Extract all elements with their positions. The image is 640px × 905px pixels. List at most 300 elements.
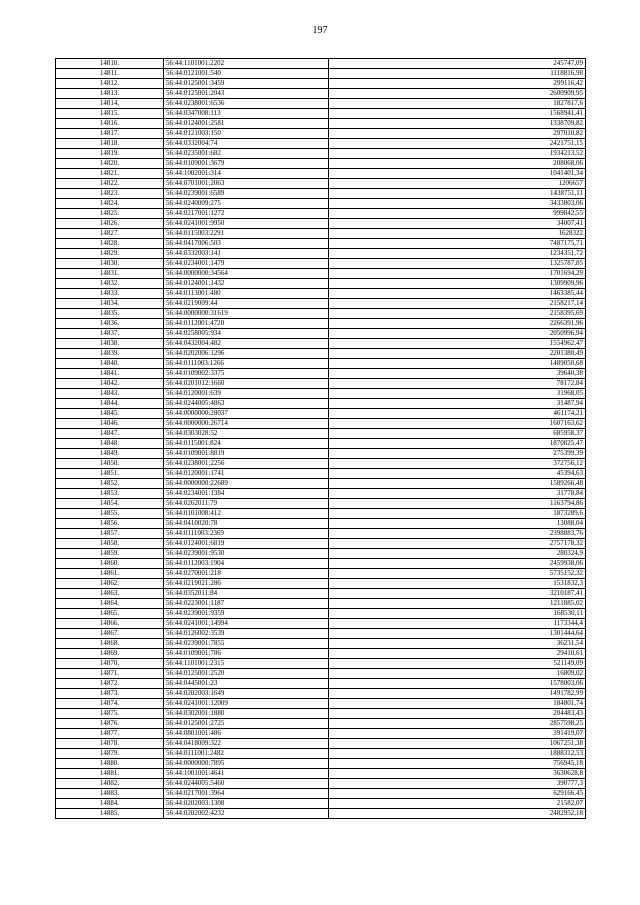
row-number-cell: 14825.	[56, 209, 164, 219]
value-cell: 1234351,72	[329, 249, 586, 259]
table-row	[56, 269, 586, 279]
row-number-cell: 14820.	[56, 159, 164, 169]
value-cell: 390777,3	[329, 779, 586, 789]
row-number-cell: 14821.	[56, 169, 164, 179]
value-cell: 999842,55	[329, 209, 586, 219]
cadastral-number-cell: 56:44:0112003:1904	[164, 559, 329, 569]
value-cell: 629166,45	[329, 789, 586, 799]
value-cell: 2757178,32	[329, 539, 586, 549]
cadastral-number-cell: 56:44:0121003:150	[164, 129, 329, 139]
row-number-cell: 14883.	[56, 789, 164, 799]
cadastral-number-cell: 56:44:0125001:2043	[164, 89, 329, 99]
cadastral-number-cell: 56:44:0239001:9359	[164, 609, 329, 619]
cadastral-number-cell: 56:44:0238001:6536	[164, 99, 329, 109]
cadastral-number-cell: 56:44:0124001:6819	[164, 539, 329, 549]
row-number-cell: 14833.	[56, 289, 164, 299]
value-cell: 1309909,96	[329, 279, 586, 289]
row-number-cell: 14861.	[56, 569, 164, 579]
table-row	[56, 259, 586, 269]
row-number-cell: 14845.	[56, 409, 164, 419]
cadastral-number-cell: 56:44:0112001:4720	[164, 319, 329, 329]
cadastral-number-cell: 56:44:1002001:314	[164, 169, 329, 179]
table-row	[56, 569, 586, 579]
cadastral-number-cell: 56:44:0217001:1272	[164, 209, 329, 219]
cadastral-number-cell: 56:44:0234001:1479	[164, 259, 329, 269]
value-cell: 21582,07	[329, 799, 586, 809]
row-number-cell: 14862.	[56, 579, 164, 589]
value-cell: 1568941,41	[329, 109, 586, 119]
value-cell: 372756,12	[329, 459, 586, 469]
table-row	[56, 209, 586, 219]
value-cell: 1888312,53	[329, 749, 586, 759]
row-number-cell: 14857.	[56, 529, 164, 539]
value-cell: 2158395,69	[329, 309, 586, 319]
table-row	[56, 609, 586, 619]
row-number-cell: 14859.	[56, 549, 164, 559]
row-number-cell: 14860.	[56, 559, 164, 569]
table-row	[56, 779, 586, 789]
value-cell: 78172,84	[329, 379, 586, 389]
cadastral-number-cell: 56:44:0701001:2063	[164, 179, 329, 189]
value-cell: 1827817,6	[329, 99, 586, 109]
table-row	[56, 59, 586, 69]
row-number-cell: 14853.	[56, 489, 164, 499]
cadastral-number-cell: 56:44:0239001:9530	[164, 549, 329, 559]
table-row	[56, 489, 586, 499]
table-row	[56, 89, 586, 99]
table-row	[56, 669, 586, 679]
value-cell: 1870825,47	[329, 439, 586, 449]
cadastral-number-cell: 56:44:0241001:12009	[164, 699, 329, 709]
table-row	[56, 69, 586, 79]
value-cell: 31968,05	[329, 389, 586, 399]
value-cell: 2421751,15	[329, 139, 586, 149]
table-row	[56, 639, 586, 649]
cadastral-number-cell: 56:44:0418009:322	[164, 739, 329, 749]
cadastral-number-cell: 56:44:0244005:4863	[164, 399, 329, 409]
row-number-cell: 14835.	[56, 309, 164, 319]
table-row	[56, 339, 586, 349]
table-row	[56, 679, 586, 689]
table-row	[56, 499, 586, 509]
table-row	[56, 429, 586, 439]
cadastral-number-cell: 56:44:0202002:4232	[164, 809, 329, 819]
value-cell: 391419,07	[329, 729, 586, 739]
row-number-cell: 14828.	[56, 239, 164, 249]
cadastral-number-cell: 56:44:0202003:1308	[164, 799, 329, 809]
row-number-cell: 14869.	[56, 649, 164, 659]
row-number-cell: 14868.	[56, 639, 164, 649]
cadastral-number-cell: 56:44:0347008:113	[164, 109, 329, 119]
value-cell: 275399,39	[329, 449, 586, 459]
value-cell: 1301444,64	[329, 629, 586, 639]
value-cell: 1118816,98	[329, 69, 586, 79]
value-cell: 29410,61	[329, 649, 586, 659]
row-number-cell: 14839.	[56, 349, 164, 359]
cadastral-number-cell: 56:44:0111003:2369	[164, 529, 329, 539]
value-cell: 2201380,49	[329, 349, 586, 359]
row-number-cell: 14842.	[56, 379, 164, 389]
row-number-cell: 14874.	[56, 699, 164, 709]
table-row	[56, 689, 586, 699]
table-row	[56, 539, 586, 549]
value-cell: 3630628,8	[329, 769, 586, 779]
row-number-cell: 14871.	[56, 669, 164, 679]
row-number-cell: 14849.	[56, 449, 164, 459]
cadastral-number-cell: 56:44:0115003:2291	[164, 229, 329, 239]
value-cell: 1531832,3	[329, 579, 586, 589]
value-cell: 461174,21	[329, 409, 586, 419]
cadastral-number-cell: 56:44:0125001:2725	[164, 719, 329, 729]
cadastral-number-cell: 56:44:0238001:2256	[164, 459, 329, 469]
table-row	[56, 719, 586, 729]
table-row	[56, 559, 586, 569]
cadastral-number-cell: 56:44:0000000:26714	[164, 419, 329, 429]
value-cell: 1163794,86	[329, 499, 586, 509]
value-cell: 299116,42	[329, 79, 586, 89]
page-number: 197	[312, 25, 328, 36]
table-row	[56, 799, 586, 809]
row-number-cell: 14855.	[56, 509, 164, 519]
cadastral-number-cell: 56:44:0109001:3679	[164, 159, 329, 169]
row-number-cell: 14867.	[56, 629, 164, 639]
table-row	[56, 369, 586, 379]
table-row	[56, 659, 586, 669]
cadastral-number-cell: 56:44:0120001:1741	[164, 469, 329, 479]
row-number-cell: 14813.	[56, 89, 164, 99]
table-row	[56, 699, 586, 709]
cadastral-number-cell: 56:44:0303028:52	[164, 429, 329, 439]
table-row	[56, 619, 586, 629]
value-cell: 31778,84	[329, 489, 586, 499]
table-row	[56, 139, 586, 149]
value-cell: 756945,18	[329, 759, 586, 769]
table-row	[56, 789, 586, 799]
table-row	[56, 579, 586, 589]
cadastral-number-cell: 56:44:0223001:1187	[164, 599, 329, 609]
value-cell: 1554962,47	[329, 339, 586, 349]
row-number-cell: 14878.	[56, 739, 164, 749]
value-cell: 1607163,62	[329, 419, 586, 429]
cadastral-number-cell: 56:44:0410020:78	[164, 519, 329, 529]
value-cell: 1067251,38	[329, 739, 586, 749]
table-row	[56, 379, 586, 389]
cadastral-number-cell: 56:44:0000000:34564	[164, 269, 329, 279]
cadastral-number-cell: 56:44:0234001:1384	[164, 489, 329, 499]
row-number-cell: 14856.	[56, 519, 164, 529]
row-number-cell: 14816.	[56, 119, 164, 129]
table-row	[56, 409, 586, 419]
cadastral-number-cell: 56:44:0000000:22689	[164, 479, 329, 489]
row-number-cell: 14843.	[56, 389, 164, 399]
cadastral-number-cell: 56:44:0120001:639	[164, 389, 329, 399]
table-row	[56, 809, 586, 819]
table-row	[56, 329, 586, 339]
cadastral-number-cell: 56:44:0109002:3375	[164, 369, 329, 379]
cadastral-number-cell: 56:44:0270001:218	[164, 569, 329, 579]
cadastral-number-cell: 56:44:0445001:23	[164, 679, 329, 689]
value-cell: 1578003,06	[329, 679, 586, 689]
table-row	[56, 459, 586, 469]
cadastral-number-cell: 56:44:0332004:74	[164, 139, 329, 149]
value-cell: 297010,82	[329, 129, 586, 139]
table-row	[56, 189, 586, 199]
row-number-cell: 14885.	[56, 809, 164, 819]
cadastral-number-cell: 56:44:0352011:84	[164, 589, 329, 599]
table-row	[56, 709, 586, 719]
row-number-cell: 14844.	[56, 399, 164, 409]
value-cell: 2266391,96	[329, 319, 586, 329]
cadastral-number-cell: 56:44:1001001:4641	[164, 769, 329, 779]
table-row	[56, 759, 586, 769]
cadastral-number-cell: 56:44:0258005:934	[164, 329, 329, 339]
row-number-cell: 14854.	[56, 499, 164, 509]
row-number-cell: 14829.	[56, 249, 164, 259]
row-number-cell: 14817.	[56, 129, 164, 139]
cadastral-number-cell: 56:44:0000000:28037	[164, 409, 329, 419]
value-cell: 1934213,52	[329, 149, 586, 159]
cadastral-number-cell: 56:44:0432004:482	[164, 339, 329, 349]
value-cell: 1463385,44	[329, 289, 586, 299]
value-cell: 1489050,68	[329, 359, 586, 369]
table-row	[56, 129, 586, 139]
value-cell: 1491782,99	[329, 689, 586, 699]
value-cell: 7487175,71	[329, 239, 586, 249]
cadastral-number-cell: 56:44:0219021:286	[164, 579, 329, 589]
value-cell: 1173344,4	[329, 619, 586, 629]
row-number-cell: 14850.	[56, 459, 164, 469]
value-cell: 3210187,41	[329, 589, 586, 599]
table-row	[56, 479, 586, 489]
table-row	[56, 149, 586, 159]
value-cell: 521149,09	[329, 659, 586, 669]
cadastral-number-cell: 56:44:0241001:9950	[164, 219, 329, 229]
row-number-cell: 14848.	[56, 439, 164, 449]
value-cell: 1589266,48	[329, 479, 586, 489]
cadastral-number-cell: 56:44:0332003:141	[164, 249, 329, 259]
value-cell: 1701694,29	[329, 269, 586, 279]
cadastral-number-cell: 56:44:0241001:14994	[164, 619, 329, 629]
cadastral-number-cell: 56:44:0240009:275	[164, 199, 329, 209]
cadastral-number-cell: 56:44:0202003:1649	[164, 689, 329, 699]
row-number-cell: 14826.	[56, 219, 164, 229]
table-row	[56, 529, 586, 539]
value-cell: 204483,43	[329, 709, 586, 719]
value-cell: 34007,41	[329, 219, 586, 229]
value-cell: 184801,74	[329, 699, 586, 709]
table-row	[56, 229, 586, 239]
table-row	[56, 769, 586, 779]
table-row	[56, 519, 586, 529]
cadastral-number-cell: 56:44:0125001:3459	[164, 79, 329, 89]
value-cell: 168530,11	[329, 609, 586, 619]
value-cell: 45394,63	[329, 469, 586, 479]
table-row	[56, 399, 586, 409]
table-row	[56, 589, 586, 599]
value-cell: 1206657	[329, 179, 586, 189]
row-number-cell: 14815.	[56, 109, 164, 119]
value-cell: 16809,02	[329, 669, 586, 679]
cadastral-number-cell: 56:44:0000000:7895	[164, 759, 329, 769]
value-cell: 36231,54	[329, 639, 586, 649]
row-number-cell: 14832.	[56, 279, 164, 289]
cadastral-number-cell: 56:44:0235001:682	[164, 149, 329, 159]
cadastral-number-cell: 56:44:0202006:1296	[164, 349, 329, 359]
row-number-cell: 14824.	[56, 199, 164, 209]
row-number-cell: 14812.	[56, 79, 164, 89]
row-number-cell: 14877.	[56, 729, 164, 739]
table-row	[56, 729, 586, 739]
value-cell: 2482952,18	[329, 809, 586, 819]
cadastral-number-cell: 56:44:0217001:3964	[164, 789, 329, 799]
value-cell: 2158217,14	[329, 299, 586, 309]
row-number-cell: 14873.	[56, 689, 164, 699]
row-number-cell: 14865.	[56, 609, 164, 619]
table-row	[56, 549, 586, 559]
cadastral-number-cell: 56:44:0115001:824	[164, 439, 329, 449]
table-row	[56, 439, 586, 449]
row-number-cell: 14847.	[56, 429, 164, 439]
cadastral-value-table	[55, 58, 586, 819]
table-row	[56, 739, 586, 749]
table-row	[56, 649, 586, 659]
row-number-cell: 14875.	[56, 709, 164, 719]
value-cell: 1211885,02	[329, 599, 586, 609]
cadastral-number-cell: 56:44:0417006:503	[164, 239, 329, 249]
row-number-cell: 14834.	[56, 299, 164, 309]
row-number-cell: 14870.	[56, 659, 164, 669]
cadastral-number-cell: 56:44:1101001:2315	[164, 659, 329, 669]
value-cell: 1438751,11	[329, 189, 586, 199]
cadastral-number-cell: 56:44:0262011:79	[164, 499, 329, 509]
row-number-cell: 14884.	[56, 799, 164, 809]
row-number-cell: 14851.	[56, 469, 164, 479]
table-row	[56, 299, 586, 309]
table-row	[56, 629, 586, 639]
row-number-cell: 14822.	[56, 179, 164, 189]
row-number-cell: 14846.	[56, 419, 164, 429]
row-number-cell: 14827.	[56, 229, 164, 239]
row-number-cell: 14811.	[56, 69, 164, 79]
row-number-cell: 14810.	[56, 59, 164, 69]
cadastral-number-cell: 56:44:0109001:786	[164, 649, 329, 659]
table-row	[56, 199, 586, 209]
table-row	[56, 279, 586, 289]
cadastral-number-cell: 56:44:0126002:3539	[164, 629, 329, 639]
table-row	[56, 419, 586, 429]
cadastral-number-cell: 56:44:0244005:5460	[164, 779, 329, 789]
value-cell: 1325787,85	[329, 259, 586, 269]
value-cell: 2398883,76	[329, 529, 586, 539]
row-number-cell: 14838.	[56, 339, 164, 349]
row-number-cell: 14882.	[56, 779, 164, 789]
row-number-cell: 14814.	[56, 99, 164, 109]
row-number-cell: 14819.	[56, 149, 164, 159]
table-row	[56, 359, 586, 369]
table-row	[56, 599, 586, 609]
table-row	[56, 249, 586, 259]
row-number-cell: 14841.	[56, 369, 164, 379]
cadastral-number-cell: 56:44:0219009:44	[164, 299, 329, 309]
cadastral-number-cell: 56:44:0124001:1432	[164, 279, 329, 289]
cadastral-number-cell: 56:44:0239001:6589	[164, 189, 329, 199]
value-cell: 1041401,34	[329, 169, 586, 179]
row-number-cell: 14863.	[56, 589, 164, 599]
row-number-cell: 14881.	[56, 769, 164, 779]
table-row	[56, 99, 586, 109]
row-number-cell: 14837.	[56, 329, 164, 339]
table-row	[56, 109, 586, 119]
cadastral-number-cell: 56:44:0239001:7855	[164, 639, 329, 649]
value-cell: 5735152,32	[329, 569, 586, 579]
table-row	[56, 159, 586, 169]
value-cell: 245747,09	[329, 59, 586, 69]
row-number-cell: 14858.	[56, 539, 164, 549]
table-row	[56, 469, 586, 479]
row-number-cell: 14880.	[56, 759, 164, 769]
value-cell: 685958,37	[329, 429, 586, 439]
value-cell: 2050996,94	[329, 329, 586, 339]
table-row	[56, 169, 586, 179]
table-row	[56, 219, 586, 229]
value-cell: 280324,9	[329, 549, 586, 559]
row-number-cell: 14879.	[56, 749, 164, 759]
value-cell: 2857598,25	[329, 719, 586, 729]
value-cell: 1338709,82	[329, 119, 586, 129]
table-row	[56, 319, 586, 329]
table-row	[56, 239, 586, 249]
table-row	[56, 119, 586, 129]
row-number-cell: 14864.	[56, 599, 164, 609]
row-number-cell: 14840.	[56, 359, 164, 369]
cadastral-number-cell: 56:44:0111003:1266	[164, 359, 329, 369]
cadastral-number-cell: 56:44:0302001:1880	[164, 709, 329, 719]
table-row	[56, 289, 586, 299]
cadastral-number-cell: 56:44:0201012:1660	[164, 379, 329, 389]
table-row	[56, 449, 586, 459]
row-number-cell: 14866.	[56, 619, 164, 629]
value-cell: 2459938,06	[329, 559, 586, 569]
cadastral-number-cell: 56:44:0125001:2520	[164, 669, 329, 679]
value-cell: 31487,94	[329, 399, 586, 409]
value-cell: 39640,38	[329, 369, 586, 379]
cadastral-number-cell: 56:44:0101008:412	[164, 509, 329, 519]
table-row	[56, 749, 586, 759]
table-row	[56, 389, 586, 399]
cadastral-number-cell: 56:44:0109001:8819	[164, 449, 329, 459]
value-cell: 1628322	[329, 229, 586, 239]
table-row	[56, 179, 586, 189]
row-number-cell: 14852.	[56, 479, 164, 489]
cadastral-number-cell: 56:44:1101001:2202	[164, 59, 329, 69]
row-number-cell: 14836.	[56, 319, 164, 329]
cadastral-number-cell: 56:44:0111001:2482	[164, 749, 329, 759]
table-row	[56, 79, 586, 89]
cadastral-number-cell: 56:44:0113001:480	[164, 289, 329, 299]
row-number-cell: 14830.	[56, 259, 164, 269]
table-row	[56, 349, 586, 359]
row-number-cell: 14876.	[56, 719, 164, 729]
cadastral-number-cell: 56:44:0121001:540	[164, 69, 329, 79]
row-number-cell: 14872.	[56, 679, 164, 689]
table-row	[56, 309, 586, 319]
value-cell: 2600909,95	[329, 89, 586, 99]
table-row	[56, 509, 586, 519]
cadastral-number-cell: 56:44:0124001:2581	[164, 119, 329, 129]
value-cell: 1873289,6	[329, 509, 586, 519]
value-cell: 208068,06	[329, 159, 586, 169]
row-number-cell: 14831.	[56, 269, 164, 279]
